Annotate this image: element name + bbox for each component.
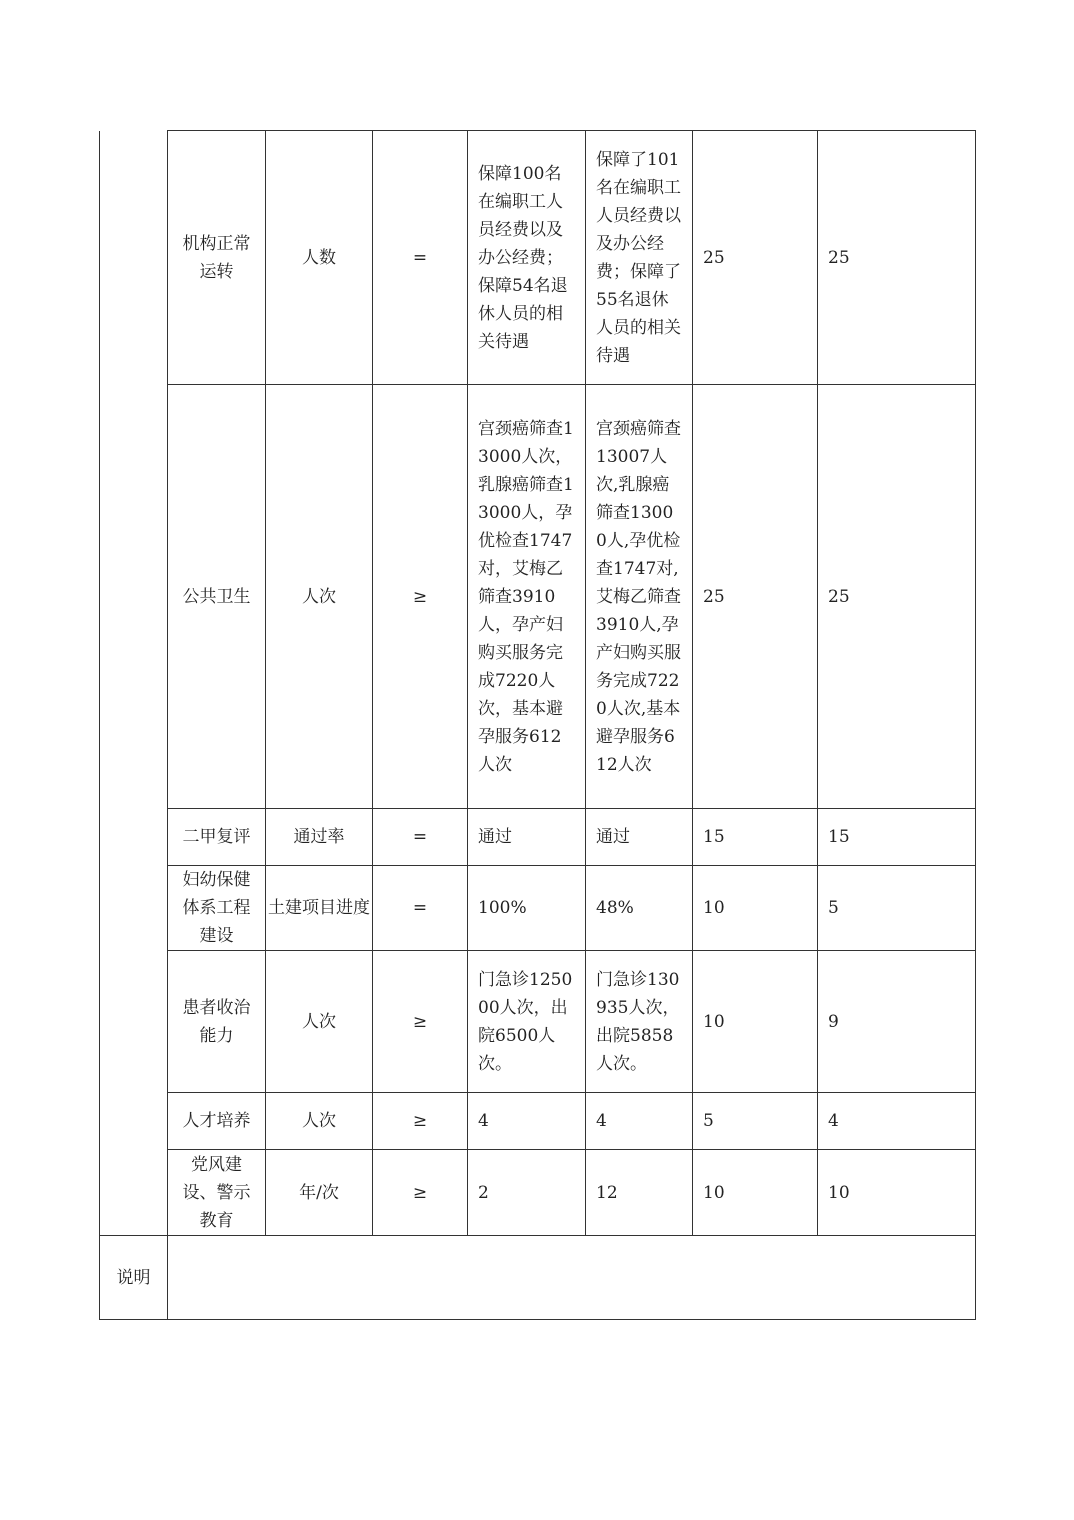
target-value: 保障100名在编职工人员经费以及办公经费；保障54名退休人员的相关待遇 [468, 131, 586, 385]
weight-value: 25 [693, 385, 818, 809]
score-value: 25 [818, 385, 976, 809]
weight-value: 15 [693, 809, 818, 866]
indicator-name: 二甲复评 [168, 809, 266, 866]
indicator-unit: 年/次 [266, 1150, 373, 1236]
score-value: 9 [818, 951, 976, 1093]
target-value: 4 [468, 1093, 586, 1150]
indicator-operator: ≥ [373, 385, 468, 809]
table-row [100, 866, 976, 951]
table-row [100, 1150, 976, 1236]
indicator-operator: ≥ [373, 1093, 468, 1150]
indicator-unit: 通过率 [266, 809, 373, 866]
indicator-operator: ≥ [373, 951, 468, 1093]
weight-value: 25 [693, 131, 818, 385]
weight-value: 10 [693, 951, 818, 1093]
table-row [100, 951, 976, 1093]
weight-value: 5 [693, 1093, 818, 1150]
indicator-name: 机构正常运转 [168, 131, 266, 385]
indicator-unit: 土建项目进度 [266, 866, 373, 951]
indicator-name: 人才培养 [168, 1093, 266, 1150]
table-row [100, 1093, 976, 1150]
weight-value: 10 [693, 866, 818, 951]
indicator-name: 妇幼保健体系工程建设 [168, 866, 266, 951]
indicator-name: 公共卫生 [168, 385, 266, 809]
indicator-unit: 人次 [266, 951, 373, 1093]
target-value: 宫颈癌筛查13000人次，乳腺癌筛查13000人，孕优检查1747对，艾梅乙筛查3910人，孕产妇购买服务完成7220人次，基本避孕服务612人次 [468, 385, 586, 809]
indicator-name: 患者收治能力 [168, 951, 266, 1093]
note-row [100, 1236, 976, 1320]
target-value: 100% [468, 866, 586, 951]
indicator-operator: = [373, 809, 468, 866]
performance-table [99, 130, 976, 1320]
actual-value: 宫颈癌筛查13007人次,乳腺癌筛查13000人,孕优检查1747对,艾梅乙筛查3910人,孕产妇购买服务完成7220人次,基本避孕服务612人次 [586, 385, 693, 809]
indicator-unit: 人次 [266, 385, 373, 809]
category-cell [100, 131, 168, 1236]
actual-value: 48% [586, 866, 693, 951]
weight-value: 10 [693, 1150, 818, 1236]
indicator-operator: ≥ [373, 1150, 468, 1236]
actual-value: 通过 [586, 809, 693, 866]
table-row [100, 385, 976, 809]
target-value: 通过 [468, 809, 586, 866]
note-content [168, 1236, 976, 1320]
table-row [100, 131, 976, 385]
actual-value: 门急诊130935人次，出院5858人次。 [586, 951, 693, 1093]
note-label: 说明 [100, 1236, 168, 1320]
score-value: 4 [818, 1093, 976, 1150]
indicator-operator: = [373, 866, 468, 951]
score-value: 15 [818, 809, 976, 866]
indicator-operator: = [373, 131, 468, 385]
actual-value: 4 [586, 1093, 693, 1150]
score-value: 25 [818, 131, 976, 385]
indicator-unit: 人数 [266, 131, 373, 385]
table-row [100, 809, 976, 866]
target-value: 门急诊125000人次，出院6500人次。 [468, 951, 586, 1093]
score-value: 10 [818, 1150, 976, 1236]
score-value: 5 [818, 866, 976, 951]
actual-value: 12 [586, 1150, 693, 1236]
indicator-name: 党风建设、警示教育 [168, 1150, 266, 1236]
target-value: 2 [468, 1150, 586, 1236]
actual-value: 保障了101名在编职工人员经费以及办公经费；保障了55名退休人员的相关待遇 [586, 131, 693, 385]
indicator-unit: 人次 [266, 1093, 373, 1150]
